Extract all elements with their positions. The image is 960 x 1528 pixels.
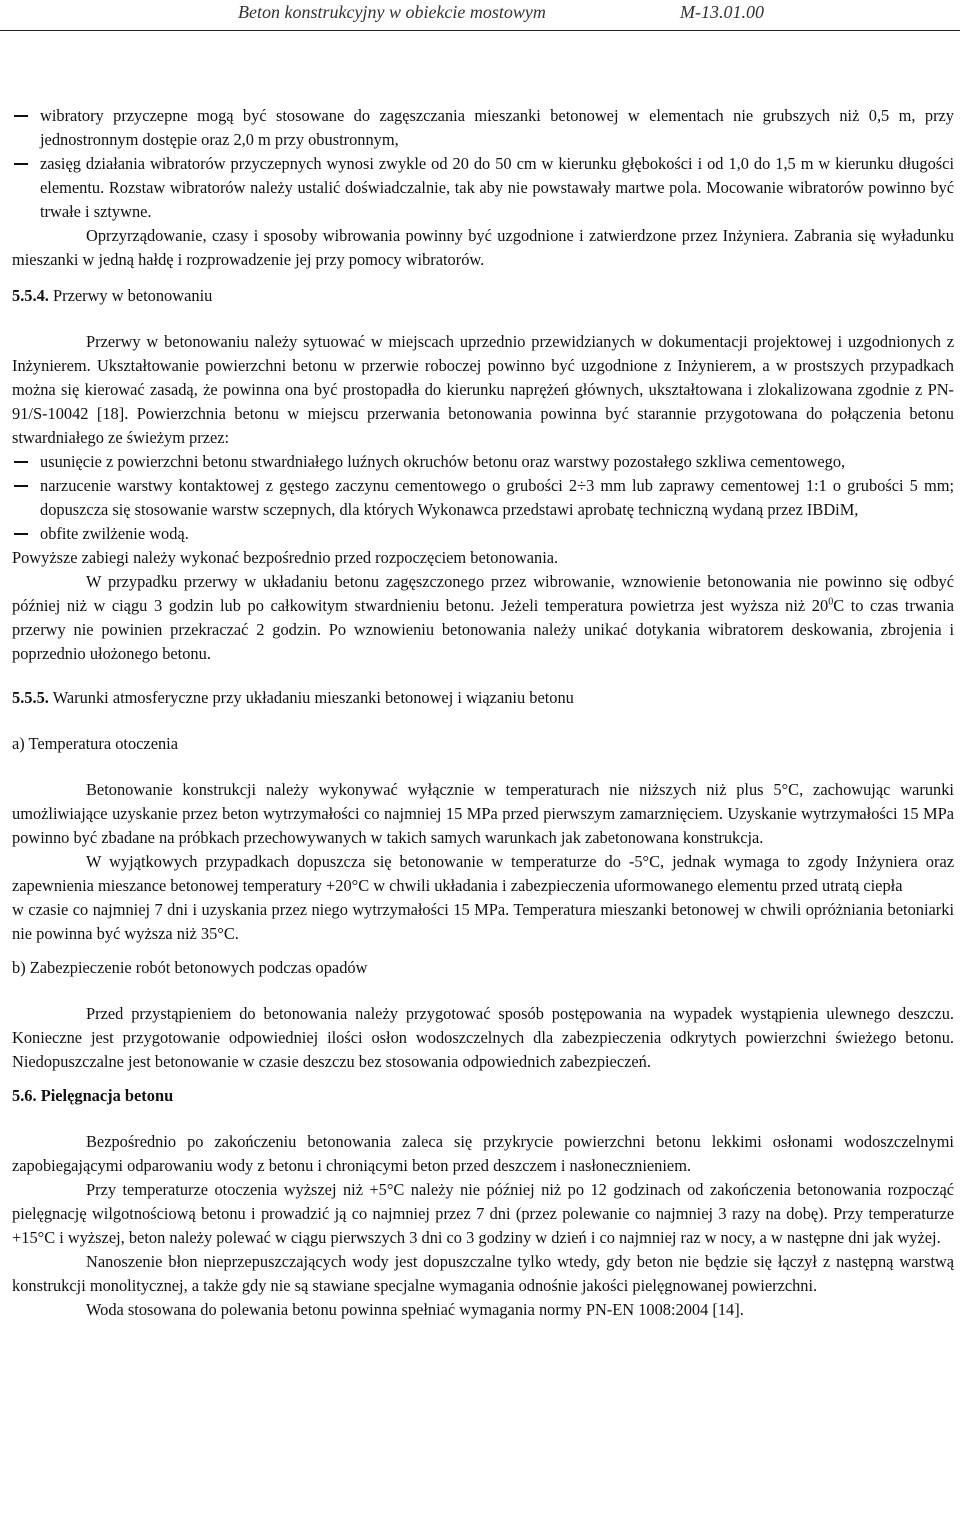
- paragraph: W przypadku przerwy w układaniu betonu zagęszczonego przez wibrowanie, wznowienie betonowania nie powinno się odbyć później niż w ciągu 3 godzin lub po całkowitym stwardnieniu betonu. Jeżeli temperatura powietrza jest wyższa niż $20^0C$ to czas trwania przerwy nie powinien przekraczać 2 godzin. Po wznowieniu betonowania należy unikać dotykania wibratorem deskowania, zbrojenia i poprzednio ułożonego betonu.: [12, 572, 954, 663]
- section-number: 5.5.4.: [12, 286, 49, 305]
- page-header: [0, 0, 960, 31]
- document-body: [12, 104, 954, 1322]
- header-title: Beton konstrukcyjny w obiekcie mostowym: [238, 2, 546, 22]
- list-item: zasięg działania wibratorów przyczepnych wynosi zwykle od 20 do 50 cm w kierunku głębokości i od 1,0 do 1,5 m w kierunku długości elementu. Rozstaw wibratorów należy ustalić doświadczalnie, tak aby nie powstawały martwe pola. Mocowanie wibratorów powinno być trwałe i sztywne.: [12, 152, 954, 224]
- paragraph: Betonowanie konstrukcji należy wykonywać wyłącznie w temperaturach nie niższych niż plus 5°C, zachowując warunki umożliwiające uzyskanie przez beton wytrzymałości co najmniej 15 MPa przed pierwszym zamarznięciem. Uzyskanie wytrzymałości 15 MPa powinno być zbadane na próbkach przechowywanych w takich samych warunkach jak zabetonowana konstrukcja.: [12, 780, 954, 847]
- paragraph: Przed przystąpieniem do betonowania należy przygotować sposób postępowania na wypadek wystąpienia ulewnego deszczu. Konieczne jest przygotowanie odpowiedniej ilości osłon wodoszczelnych dla zabezpieczenia odkrytych powierzchni świeżego betonu. Niedopuszczalne jest betonowanie w czasie deszczu bez stosowania odpowiednich zabezpieczeń.: [12, 1004, 954, 1071]
- section-title: Pielęgnacja betonu: [40, 1086, 174, 1105]
- paragraph: Przy temperaturze otoczenia wyższej niż +5°C należy nie później niż po 12 godzinach od zakończenia betonowania rozpocząć pielęgnację wilgotnościową betonu i prowadzić ją co najmniej przez 7 dni (przez polewanie co najmniej 3 razy na dobę). Przy temperaturze +15°C i wyższej, beton należy polewać w ciągu pierwszych 3 dni co 3 godziny w dzień i co najmniej raz w nocy, a w następne dni jak wyżej.: [12, 1180, 954, 1247]
- section-heading-5-6: [12, 1084, 954, 1108]
- paragraph: W wyjątkowych przypadkach dopuszcza się betonowanie w temperaturze do -5°C, jednak wymaga to zgody Inżyniera oraz zapewnienia mieszance betonowej temperatury +20°C w chwili układania i zabezpieczenia uformowanego elementu przed utratą ciepła: [12, 852, 954, 895]
- paragraph: Nanoszenie błon nieprzepuszczających wody jest dopuszczalne tylko wtedy, gdy beton nie będzie się łączył z następną warstwą konstrukcji monolitycznej, a także gdy nie są stawiane specjalne wymagania odnośnie jakości pielęgnowanej powierzchni.: [12, 1252, 954, 1295]
- list-item: obfite zwilżenie wodą.: [12, 522, 954, 546]
- section-heading-5-5-4: [12, 284, 954, 308]
- subsection-heading-a: a) Temperatura otoczenia: [12, 734, 179, 753]
- paragraph: Woda stosowana do polewania betonu powinna spełniać wymagania normy PN-EN 1008:2004 [14].: [86, 1300, 744, 1319]
- section-title: Przerwy w betonowaniu: [53, 286, 213, 305]
- section-number: 5.5.5.: [12, 688, 49, 707]
- paragraph: Powyższe zabiegi należy wykonać bezpośrednio przed rozpoczęciem betonowania.: [12, 548, 559, 567]
- section-number: 5.6.: [12, 1086, 37, 1105]
- subsection-heading-b: b) Zabezpieczenie robót betonowych podczas opadów: [12, 958, 368, 977]
- list-item: wibratory przyczepne mogą być stosowane do zagęszczania mieszanki betonowej w elementach nie grubszych niż 0,5 m, przy jednostronnym dostępie oraz 2,0 m przy obustronnym,: [12, 104, 954, 152]
- paragraph: w czasie co najmniej 7 dni i uzyskania przez niego wytrzymałości 15 MPa. Temperatura mieszanki betonowej w chwili opróżniania betoniarki nie powinna być wyższa niż 35°C.: [12, 900, 954, 943]
- paragraph: Bezpośrednio po zakończeniu betonowania zaleca się przykrycie powierzchni betonu lekkimi osłonami wodoszczelnymi zapobiegającymi odparowaniu wody z betonu i chroniącymi beton przed deszczem i nasłonecznieniem.: [12, 1132, 954, 1175]
- header-code: M-13.01.00: [680, 2, 764, 22]
- paragraph: Przerwy w betonowaniu należy sytuować w miejscach uprzednio przewidzianych w dokumentacji projektowej i uzgodnionych z Inżynierem. Ukształtowanie powierzchni betonu w przerwie roboczej powinno być uzgodnione z Inżynierem, a w prostszych przypadkach można się kierować zasadą, że powinna ona być prostopadła do kierunku naprężeń głównych, ukształtowana i zlokalizowana zgodnie z PN-91/S-10042 [18]. Powierzchnia betonu w miejscu przerwania betonowania powinna być starannie przygotowana do połączenia betonu stwardniałego ze świeżym przez:: [12, 332, 954, 447]
- section-heading-5-5-5: [12, 686, 954, 710]
- list-item: narzucenie warstwy kontaktowej z gęstego zaczynu cementowego o grubości 2÷3 mm lub zaprawy cementowej 1:1 o grubości 5 mm; dopuszcza się stosowanie warstw sczepnych, dla których Wykonawca przedstawi aprobatę techniczną wydaną przez IBDiM,: [12, 474, 954, 522]
- list-item: usunięcie z powierzchni betonu stwardniałego luźnych okruchów betonu oraz warstwy pozostałego szkliwa cementowego,: [12, 450, 954, 474]
- paragraph: Oprzyrządowanie, czasy i sposoby wibrowania powinny być uzgodnione i zatwierdzone przez Inżyniera. Zabrania się wyładunku mieszanki w jedną hałdę i rozprowadzenie jej przy pomocy wibratorów.: [12, 226, 954, 269]
- section-title: Warunki atmosferyczne przy układaniu mieszanki betonowej i wiązaniu betonu: [52, 688, 574, 707]
